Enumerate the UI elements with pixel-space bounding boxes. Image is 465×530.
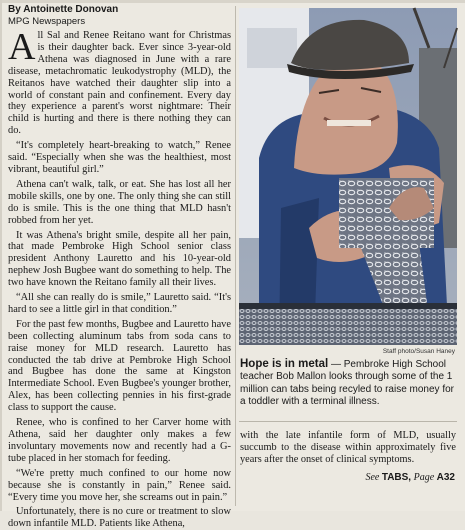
article-paragraph-2: “It's completely heart-breaking to watch,” Renee said. “Especially when she was the healthiest, most vibrant, beautiful girl.” (8, 140, 231, 175)
paper-edge-left (0, 0, 2, 511)
article-paragraph-6: For the past few months, Bugbee and Lauretto have been collecting aluminum tabs from soda cans to raise money for MLD research. Lauretto has conducted the tab drive at Pembroke High School and Bugbee has done the same at Kingston Intermediate School. Even Bugbee's younger brother, Alex, has been collecting pennies in his first-grade class to support the cause. (8, 318, 231, 414)
jump-page-number: A32 (436, 472, 455, 483)
column-divider (235, 6, 236, 506)
caption-text: — Pembroke High School teacher Bob Mallon looks through some of the 1 million can tabs being recyled to raise money for a toddler with a terminal illness. (240, 359, 454, 407)
paper-edge-top (0, 0, 465, 3)
article-paragraph-5: “All she can really do is smile,” Lauretto said. “It's hard to see a little girl in that condition.” (8, 292, 231, 315)
article-paragraph-8: “We're pretty much confined to our home now because she is constantly in pain,” Renee said. “Every time you move her, she screams out in pain.” (8, 467, 231, 503)
jump-page-label: Page (411, 472, 437, 483)
drop-cap: A (8, 26, 36, 68)
article-paragraph-4: It was Athena's bright smile, despite all her pain, that made Pembroke High School senior class president Anthony Lauretto and his 10-year-old nephew Josh Bugbee want do something to help. The two have known the Reitano family all their lives. (8, 229, 231, 289)
photo-man-with-can-tabs (239, 8, 457, 345)
article-continuation: with the late infantile form of MLD, usually succumb to the disease within approximately five years after the onset of clinical symptoms. (240, 430, 456, 465)
outlet-name: MPG Newspapers (8, 16, 86, 27)
article-paragraph-9: Unfortunately, there is no cure or treatment to slow down infantile MLD. Patients like Athena, (8, 506, 231, 530)
article-column (8, 4, 231, 530)
byline: By Antoinette Donovan (8, 4, 119, 15)
jump-ref: TABS, (381, 472, 412, 483)
photo-credit: Staff photo/Susan Haney (382, 348, 455, 355)
photo-caption (240, 358, 454, 408)
news-photo (239, 8, 457, 345)
caption-headline: Hope is in metal (240, 358, 329, 370)
article-paragraph-7: Renee, who is confined to her Carver home with Athena, said her daughter only makes a few involuntary movements now and recently had a G-tube placed in her stomach for feeding. (8, 417, 231, 464)
jump-prefix: See (365, 472, 382, 483)
article-paragraph-1 (8, 26, 231, 137)
caption-rule (239, 421, 457, 422)
jump-line (365, 472, 455, 483)
paragraph-1-text: ll Sal and Renee Reitano want for Christmas is their daughter back. Ever since 3-year-old Athena was diagnosed in June with a rare disease, metachromatic leukodystrophy (MLD), the Reitanos have watched their daughter slip into a world of constant pain and confinement. Every day they experience a parent's worst nightmare: Their child is hurting and there is there nothing they can do. (8, 30, 231, 137)
article-paragraph-3: Athena can't walk, talk, or eat. She has lost all her mobile skills, one by one. The only thing she can still do is smile. This is the one thing that MLD hasn't robbed from her yet. (8, 178, 231, 226)
